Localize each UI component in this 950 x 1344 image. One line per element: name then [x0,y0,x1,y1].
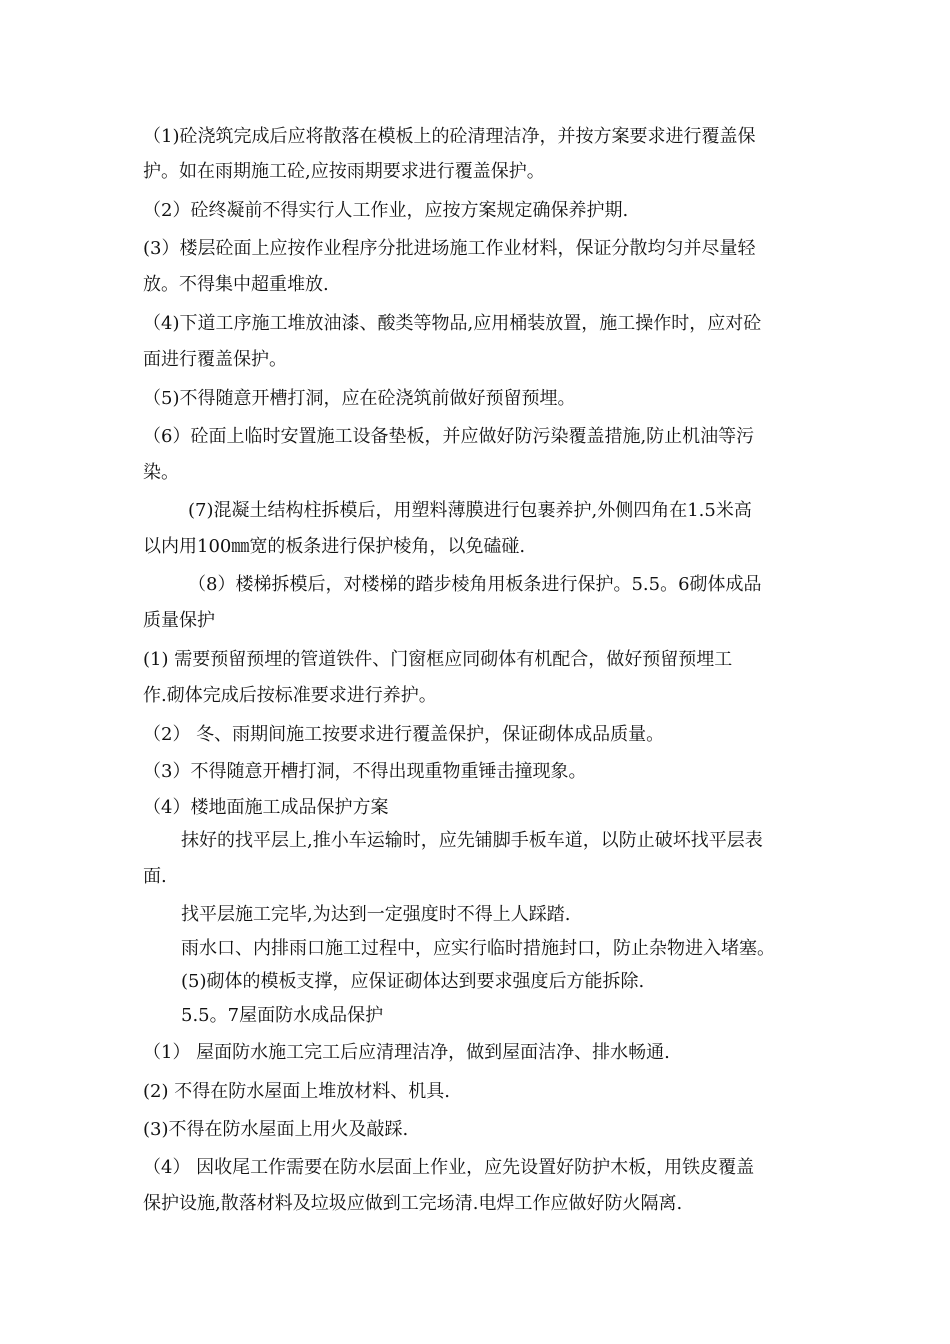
paragraph-20-line-1: (3)不得在防水屋面上用火及敲踩. [143,1119,409,1140]
paragraph-7-line-2: 以内用100㎜宽的板条进行保护棱角，以免磕碰. [143,536,526,557]
paragraph-19-line-1: (2) 不得在防水屋面上堆放材料、机具. [143,1081,450,1102]
paragraph-4-line-1: （4)下道工序施工堆放油漆、酸类等物品,应用桶装放置，施工操作时，应对砼 [143,313,762,334]
paragraph-11-line-1: （3）不得随意开槽打洞，不得出现重物重锤击撞现象。 [143,761,587,782]
paragraph-21-line-2: 保护设施,散落材料及垃圾应做到工完场清.电焊工作应做好防火隔离. [143,1193,683,1214]
paragraph-5-line-1: （5)不得随意开槽打洞，应在砼浇筑前做好预留预埋。 [143,388,576,409]
paragraph-8-line-1: （8）楼梯拆模后，对楼梯的踏步棱角用板条进行保护。5.5。6砌体成品 [188,574,762,595]
paragraph-21-line-1: （4） 因收尾工作需要在防水层面上作业，应先设置好防护木板，用铁皮覆盖 [143,1157,755,1178]
paragraph-17-line-1: 5.5。7屋面防水成品保护 [181,1005,384,1026]
paragraph-8-line-2: 质量保护 [143,610,215,631]
paragraph-1-line-2: 护。如在雨期施工砼,应按雨期要求进行覆盖保护。 [143,161,545,182]
paragraph-7-line-1: (7)混凝土结构柱拆模后，用塑料薄膜进行包裹养护,外侧四角在1.5米高 [188,500,752,521]
paragraph-13-line-1: 抹好的找平层上,推小车运输时，应先铺脚手板车道，以防止破坏找平层表 [181,830,763,851]
paragraph-12-line-1: （4）楼地面施工成品保护方案 [143,797,389,818]
paragraph-14-line-1: 找平层施工完毕,为达到一定强度时不得上人踩踏. [181,904,571,925]
paragraph-1-line-1: （1)砼浇筑完成后应将散落在模板上的砼清理洁净，并按方案要求进行覆盖保 [143,126,756,147]
paragraph-10-line-1: （2） 冬、雨期间施工按要求进行覆盖保护，保证砌体成品质量。 [143,724,665,745]
paragraph-4-line-2: 面进行覆盖保护。 [143,349,287,370]
paragraph-18-line-1: （1） 屋面防水施工完工后应清理洁净，做到屋面洁净、排水畅通. [143,1042,670,1063]
paragraph-6-line-1: （6）砼面上临时安置施工设备垫板，并应做好防污染覆盖措施,防止机油等污 [143,426,755,447]
paragraph-16-line-1: (5)砌体的模板支撑，应保证砌体达到要求强度后方能拆除. [181,971,645,992]
paragraph-9-line-1: (1) 需要预留预埋的管道铁件、门窗框应同砌体有机配合，做好预留预埋工 [143,649,733,670]
paragraph-3-line-1: (3）楼层砼面上应按作业程序分批进场施工作业材料，保证分散均匀并尽量轻 [143,238,756,259]
paragraph-13-line-2: 面. [143,866,167,887]
paragraph-3-line-2: 放。不得集中超重堆放. [143,274,329,295]
paragraph-15-line-1: 雨水口、内排雨口施工过程中，应实行临时措施封口，防止杂物进入堵塞。 [181,938,775,959]
paragraph-2-line-1: （2）砼终凝前不得实行人工作业，应按方案规定确保养护期. [143,200,629,221]
paragraph-9-line-2: 作.砌体完成后按标准要求进行养护。 [143,685,437,706]
paragraph-6-line-2: 染。 [143,462,179,483]
